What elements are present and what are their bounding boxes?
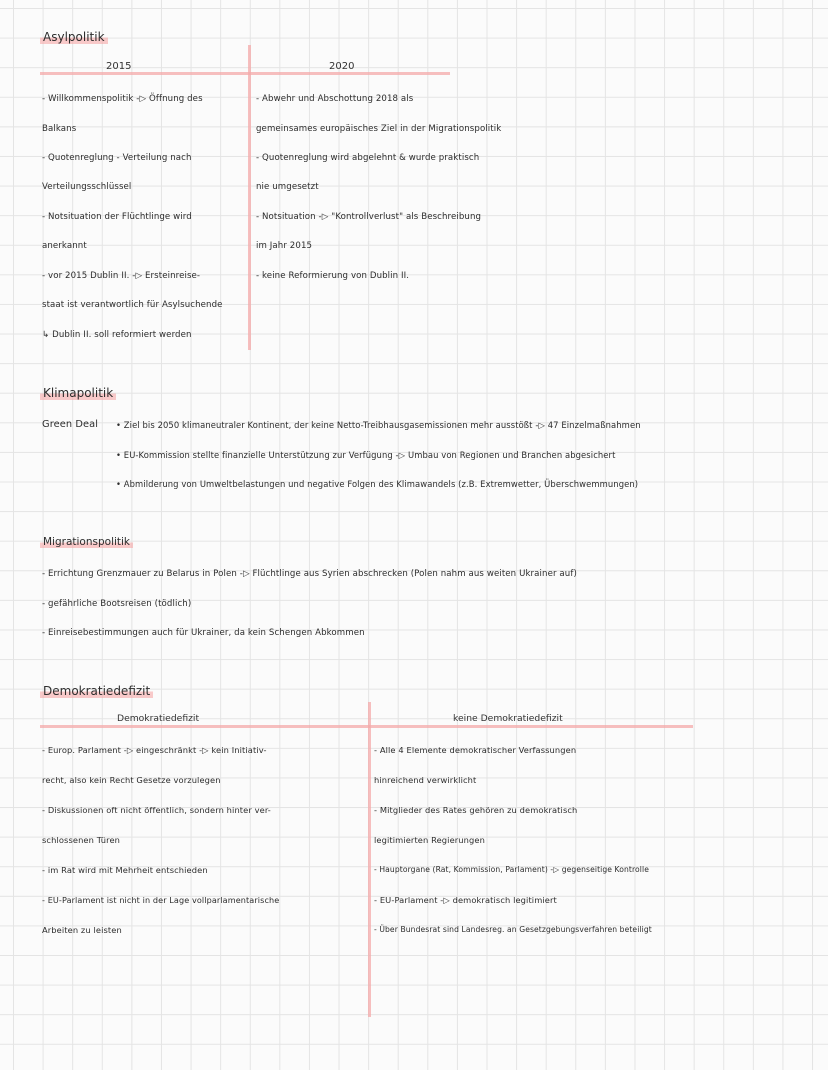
demokratie-left-line: - Europ. Parlament -▷ eingeschränkt -▷ kein Initiativ- bbox=[42, 745, 267, 755]
demokratie-right-line: - EU-Parlament -▷ demokratisch legitimiert bbox=[374, 895, 557, 905]
asyl-col-right-header: 2020 bbox=[329, 61, 355, 72]
asyl-left-line: Balkans bbox=[42, 124, 77, 134]
klima-bullet: • EU-Kommission stellte finanzielle Unterstützung zur Verfügung -▷ Umbau von Regionen und Branchen abgesichert bbox=[116, 450, 616, 460]
asyl-right-line: gemeinsames europäisches Ziel in der Migrationspolitik bbox=[256, 124, 502, 134]
asyl-right-line: - keine Reformierung von Dublin II. bbox=[256, 271, 410, 281]
demokratie-left-line: - EU-Parlament ist nicht in der Lage vollparlamentarische bbox=[42, 895, 280, 905]
demokratie-col-left-header: Demokratiedefizit bbox=[117, 713, 200, 724]
demokratie-right-line: legitimierten Regierungen bbox=[374, 835, 485, 845]
migration-line: - Errichtung Grenzmauer zu Belarus in Polen -▷ Flüchtlinge aus Syrien abschrecken (Polen nahm aus weiten Ukrainer auf) bbox=[42, 569, 577, 579]
demokratie-right-line: hinreichend verwirklicht bbox=[374, 775, 477, 785]
asyl-right-line: - Abwehr und Abschottung 2018 als bbox=[256, 94, 414, 104]
asyl-left-line: anerkannt bbox=[42, 241, 87, 251]
asyl-table-column-rule bbox=[248, 45, 251, 350]
demokratie-left-line: - im Rat wird mit Mehrheit entschieden bbox=[42, 865, 208, 875]
demokratie-right-line: - Hauptorgane (Rat, Kommission, Parlament) -▷ gegenseitige Kontrolle bbox=[374, 865, 649, 874]
klima-title: Klimapolitik bbox=[40, 386, 116, 400]
demokratie-left-line: recht, also kein Recht Gesetze vorzulegen bbox=[42, 775, 221, 785]
demokratie-right-line: - Mitglieder des Rates gehören zu demokratisch bbox=[374, 805, 578, 815]
demokratie-table-column-rule bbox=[368, 702, 371, 1017]
migration-line: - gefährliche Bootsreisen (tödlich) bbox=[42, 599, 192, 609]
asyl-table-header-rule bbox=[40, 72, 450, 75]
migration-line: - Einreisebestimmungen auch für Ukrainer, da kein Schengen Abkommen bbox=[42, 628, 365, 638]
demokratie-right-line: - Alle 4 Elemente demokratischer Verfassungen bbox=[374, 745, 577, 755]
asyl-right-line: - Quotenreglung wird abgelehnt & wurde praktisch bbox=[256, 153, 480, 163]
asyl-left-line: - Willkommenspolitik -▷ Öffnung des bbox=[42, 94, 203, 104]
demokratie-right-line: - Über Bundesrat sind Landesreg. an Gesetzgebungsverfahren beteiligt bbox=[374, 925, 652, 934]
asyl-left-line: ↳ Dublin II. soll reformiert werden bbox=[42, 330, 192, 340]
klima-bullet: • Abmilderung von Umweltbelastungen und negative Folgen des Klimawandels (z.B. Extremwetter, Überschwemmungen) bbox=[116, 479, 639, 489]
demokratie-left-line: schlossenen Türen bbox=[42, 835, 121, 845]
asyl-left-line: staat ist verantwortlich für Asylsuchende bbox=[42, 300, 223, 310]
demokratie-left-line: - Diskussionen oft nicht öffentlich, sondern hinter ver- bbox=[42, 805, 271, 815]
klima-green-deal-label: Green Deal bbox=[42, 419, 99, 430]
klima-bullet: • Ziel bis 2050 klimaneutraler Kontinent, der keine Netto-Treibhausgasemissionen mehr ausstößt -▷ 47 Einzelmaßnahmen bbox=[116, 420, 641, 430]
asyl-left-line: - Quotenreglung - Verteilung nach bbox=[42, 153, 192, 163]
asyl-right-line: - Notsituation -▷ "Kontrollverlust" als Beschreibung bbox=[256, 212, 482, 222]
demokratie-left-line: Arbeiten zu leisten bbox=[42, 925, 122, 935]
asyl-left-line: Verteilungsschlüssel bbox=[42, 182, 132, 192]
demokratie-title: Demokratiedefizit bbox=[40, 684, 153, 698]
migration-title: Migrationspolitik bbox=[40, 536, 133, 548]
asyl-left-line: - vor 2015 Dublin II. -▷ Ersteinreise- bbox=[42, 271, 201, 281]
asyl-right-line: im Jahr 2015 bbox=[256, 241, 313, 251]
asyl-right-line: nie umgesetzt bbox=[256, 182, 319, 192]
asyl-col-left-header: 2015 bbox=[106, 61, 132, 72]
asyl-title: Asylpolitik bbox=[40, 30, 108, 44]
demokratie-col-right-header: keine Demokratiedefizit bbox=[453, 713, 563, 724]
asyl-left-line: - Notsituation der Flüchtlinge wird bbox=[42, 212, 192, 222]
demokratie-table-header-rule bbox=[40, 725, 693, 728]
